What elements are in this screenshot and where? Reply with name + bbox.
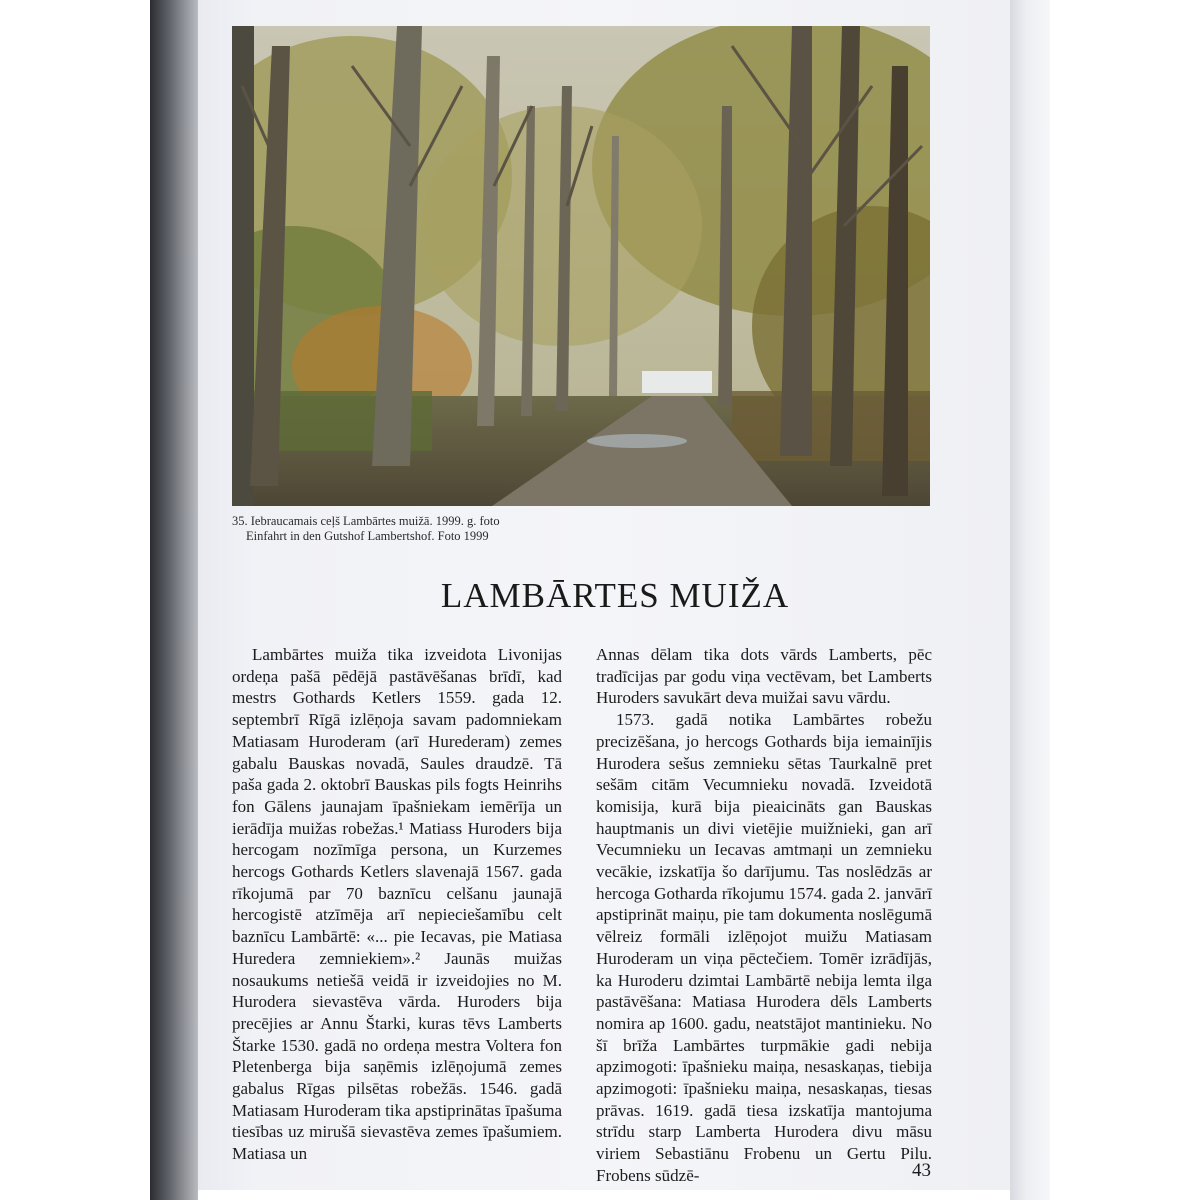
caption-latvian: 35. Iebraucamais ceļš Lambārtes muižā. 1999. g. foto [232, 514, 500, 528]
background [1050, 0, 1200, 1200]
figure-caption [232, 514, 652, 544]
paragraph: 1573. gadā notika Lambārtes robežu precizēšana, jo hercogs Gothards bija iemainījis Hurodera sešus zemnieku sētas Taurkalnē pret sešām citām Vecumnieku novadā. Izveidotā komisija, kurā bija pieaicināts gan Bauskas hauptmanis un divi vietējie muižnieki, gan arī Vecumnieku un Iecavas amtmaņi un zemnieku vecākie, izskatīja šo darījumu. Tas noslēdzās ar hercoga Gotharda rīkojumu 1574. gada 2. janvārī apstiprināt maiņu, pie tam dokumenta noslēgumā vēlreiz formāli izlēņojot muižu Matiasam Huroderam un viņa pēctečiem. Tomēr izrādījās, ka Huroderu dzimtai Lambārtē nebija lemta ilga pastāvēšana: Matiasa Hurodera dēls Lamberts nomira ap 1600. gadu, neatstājot mantinieku. No šī brīža Lambārtes turpmākie gadi nebija apzimogoti: īpašnieku maiņa, nesaskaņas, tiebija apzimogoti: īpašnieku maiņa, nesaskaņas, tiesas prāvas. 1619. gadā tiesa izskatīja mantojuma strīdu starp Lamberta Hurodera divu māsu viriem Sebastiānu Frobenu un Gertu Pilu. Frobens sūdzē- [596, 710, 932, 1185]
avenue-photo [232, 26, 930, 506]
figure-photo [232, 26, 930, 506]
page-number: 43 [912, 1160, 931, 1181]
text-column-right [596, 644, 932, 1187]
book-spine [150, 0, 198, 1200]
paragraph: Lambārtes muiža tika izveidota Livonijas ordeņa pašā pēdējā pastāvēšanas brīdī, kad mestrs Gothards Ketlers 1559. gada 12. septembrī Rīgā izlēņoja savam padomniekam Matiasam Huroderam (arī Hurederam) zemes gabalu Bauskas novadā, Saules draudzē. Tā paša gada 2. oktobrī Bauskas pils fogts Heinrihs fon Gālens jaunajam īpašniekam iemērīja un ierādīja muižas robežas.¹ Matiass Huroders bija hercogam nozīmīga persona, un Kurzemes hercogs Gothards Ketlers slavenajā 1567. gada rīkojumā par 70 baznīcu celšanu jaunajā hercogistē atzīmēja arī nepieciešamību celt baznīcu Lambārtē: «... pie Iecavas, pie Matiasa Huredera zemniekiem».² Jaunās muižas nosaukums netiešā veidā ir izveidojies no M. Hurodera sievastēva vārda. Huroders bija precējies ar Annu Štarki, kuras tēvs Lamberts Štarke 1530. gadā no ordeņa mestra Voltera fon Pletenberga bija saņēmis izlēņojumā zemes gabalus Rīgas pilsētas robežās. 1546. gadā Matiasam Huroderam tika apstiprinātas īpašuma tiesības uz mirušā sievastēva zemes īpašumiem. Matiasa un [232, 645, 562, 1164]
caption-german: Einfahrt in den Gutshof Lambertshof. Foto 1999 [246, 529, 489, 543]
page-edge [1010, 0, 1050, 1200]
text-column-left [232, 644, 562, 1165]
paragraph: Annas dēlam tika dots vārds Lamberts, pēc tradīcijas par godu viņa vectēvam, bet Lamberts Huroders savukārt deva muižai savu vārdu. [596, 645, 932, 708]
article-title: LAMBĀRTES MUIŽA [440, 576, 790, 615]
